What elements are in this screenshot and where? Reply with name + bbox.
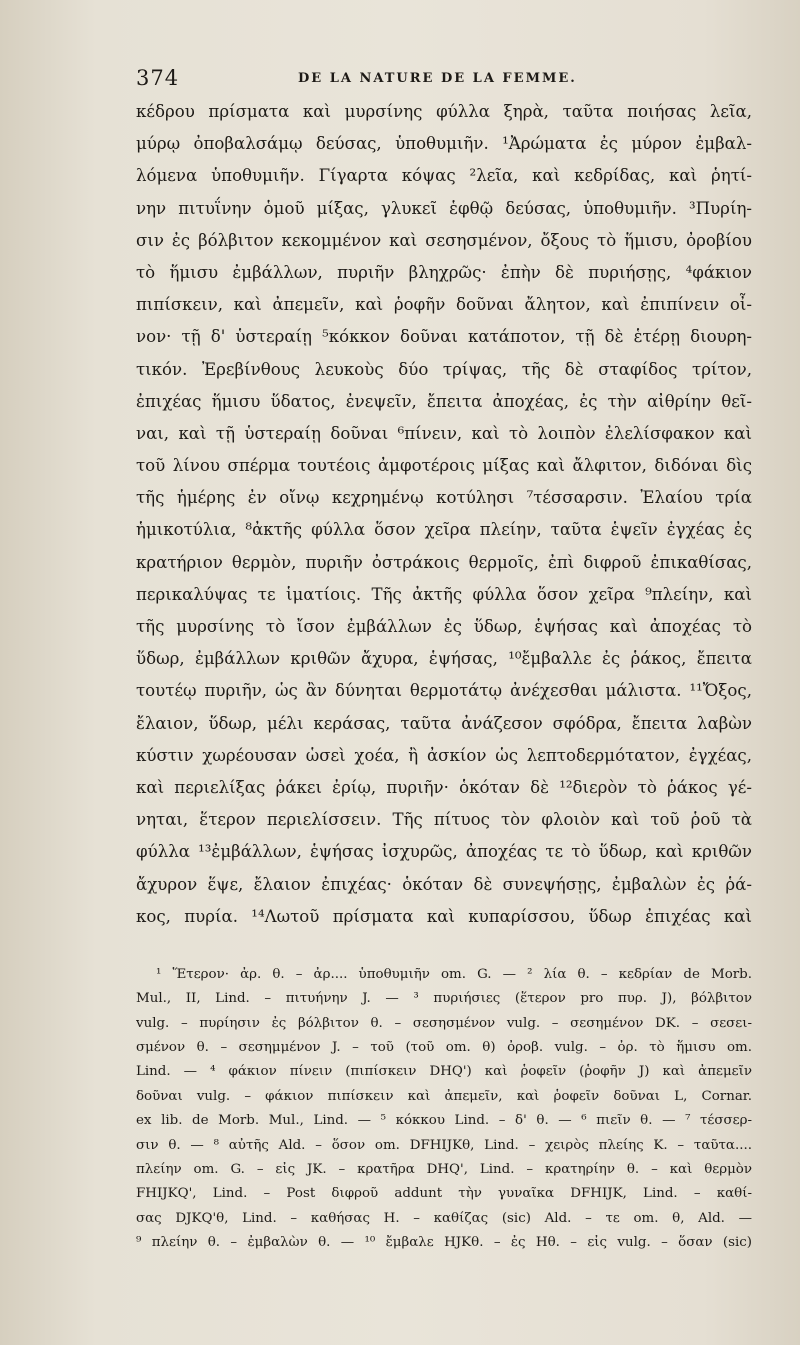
footnote-line: σμένον θ. – σεσημμένον J. – τοῦ (τοῦ om. θ) ὀροβ. vulg. – ὀρ. τὸ ἥμισυ om. <box>136 1040 752 1056</box>
text-line: σιν ἐς βόλβιτον κεκομμένον καὶ σεσησμένον, ὄξους τὸ ἥμισυ, ὀροβίου <box>136 230 752 250</box>
footnote-line: δοῦναι vulg. – φάκιον πιπίσκειν καὶ ἀπεμεῖν, καὶ ῥοφεῖν δοῦναι L, Cornar. <box>136 1088 752 1104</box>
section-divider <box>136 933 752 957</box>
text-line: τουτέῳ πυριῆν, ὡς ἂν δύνηται θερμοτάτῳ ἀνέχεσθαι μάλιστα. ¹¹Ὄξος, <box>136 681 752 701</box>
footnote-line: πλείην om. G. – εἰς JK. – κρατῆρα DHQ', Lind. – κρατηρίην θ. – καὶ θερμὸν <box>136 1162 752 1177</box>
text-line: ἔλαιον, ὕδωρ, μέλι κεράσας, ταῦτα ἀνάζεσον σφόδρα, ἔπειτα λαβὼν <box>136 713 752 733</box>
footnotes <box>136 957 752 1256</box>
page-number: 374 <box>136 66 180 90</box>
text-line: κύστιν χωρέουσαν ὡσεὶ χοέα, ἢ ἀσκίον ὡς λεπτοδερμότατον, ἐγχέας, <box>136 745 752 765</box>
text-line: νην πιτυΐνην ὁμοῦ μίξας, γλυκεῖ ἑφθῷ δεύσας, ὑποθυμιῆν. ³Πυρίη- <box>136 198 752 218</box>
main-text <box>136 96 752 933</box>
text-line: τῆς ἡμέρης ἐν οἴνῳ κεχρημένῳ κοτύλησι ⁷τέσσαρσιν. Ἐλαίου τρία <box>136 488 752 508</box>
text-line: ἡμικοτύλια, ⁸ἀκτῆς φύλλα ὅσον χεῖρα πλείην, ταῦτα ἑψεῖν ἐγχέας ἐς <box>136 520 752 540</box>
text-line: ἐπιχέας ἥμισυ ὕδατος, ἐνεψεῖν, ἔπειτα ἀποχέας, ἐς τὴν αἰθρίην θεῖ- <box>136 391 752 411</box>
text-line: κέδρου πρίσματα καὶ μυρσίνης φύλλα ξηρὰ, ταῦτα ποιήσας λεῖα, <box>136 102 752 121</box>
text-line: ναι, καὶ τῇ ὑστεραίῃ δοῦναι ⁶πίνειν, καὶ τὸ λοιπὸν ἐλελίσφακον καὶ <box>136 423 752 443</box>
text-line: λόμενα ὑποθυμιῆν. Γίγαρτα κόψας ²λεῖα, καὶ κεδρίδας, καὶ ῥητί- <box>136 166 752 186</box>
footnote-line: vulg. – πυρίησιν ἐς βόλβιτον θ. – σεσησμένον vulg. – σεσημένον DK. – σεσει- <box>136 1015 752 1031</box>
text-line: μύρῳ ὀποβαλσάμῳ δεύσας, ὑποθυμιῆν. ¹Ἀρώματα ἐς μύρον ἐμβαλ- <box>136 134 752 154</box>
running-head <box>136 62 752 96</box>
footnote-line: Mul., II, Lind. – πιτυήνην J. — ³ πυριήσιες (ἕτερον pro πυρ. J), βόλβιτον <box>136 991 752 1007</box>
footnote-line: ⁹ πλείην θ. – ἐμβαλὼν θ. — ¹⁰ ἔμβαλε HJKθ. – ἐς Hθ. – εἰς vulg. – ὅσαν (sic) <box>136 1235 752 1251</box>
text-line: νον· τῇ δ' ὑστεραίῃ ⁵κόκκον δοῦναι κατάποτον, τῇ δὲ ἑτέρῃ διουρη- <box>136 327 752 347</box>
text-line: τοῦ λίνου σπέρμα τουτέοις ἀμφοτέροις μίξας καὶ ἄλφιτον, διδόναι δὶς <box>136 456 752 476</box>
text-line: νηται, ἕτερον περιελίσσειν. Τῆς πίτυος τὸν φλοιὸν καὶ τοῦ ῥοῦ τὰ <box>136 810 752 830</box>
text-line: τῆς μυρσίνης τὸ ἴσον ἐμβάλλων ἐς ὕδωρ, ἑψήσας καὶ ἀποχέας τὸ <box>136 617 752 636</box>
text-line: ἄχυρον ἕψε, ἔλαιον ἐπιχέας· ὁκόταν δὲ συνεψήσῃς, ἐμβαλὼν ἐς ῥά- <box>136 874 752 894</box>
text-line: κος, πυρία. ¹⁴Λωτοῦ πρίσματα καὶ κυπαρίσσου, ὕδωρ ἐπιχέας καὶ <box>136 906 752 926</box>
footnote-line: σιν θ. — ⁸ αὐτῆς Ald. – ὅσον om. DFHIJKθ, Lind. – χειρὸς πλείης K. – ταῦτα.... <box>136 1137 752 1153</box>
text-line: φύλλα ¹³ἐμβάλλων, ἑψήσας ἰσχυρῶς, ἀποχέας τε τὸ ὕδωρ, καὶ κριθῶν <box>136 842 752 862</box>
footnote-line: FHIJKQ', Lind. – Post διφροῦ addunt τὴν γυναῖκα DFHIJK, Lind. – καθί- <box>136 1186 752 1202</box>
footnote-line: σας DJKQ'θ, Lind. – καθήσας H. – καθίζας (sic) Ald. – τε om. θ, Ald. — <box>136 1210 752 1226</box>
footnote-line: ¹ Ἕτερον· ἀρ. θ. – ἀρ.... ὑποθυμιῆν om. G. — ² λία θ. – κεδρίαν de Morb. <box>156 966 752 982</box>
text-line: ὕδωρ, ἐμβάλλων κριθῶν ἄχυρα, ἑψήσας, ¹⁰ἔμβαλλε ἐς ῥάκος, ἔπειτα <box>136 649 752 669</box>
text-line: περικαλύψας τε ἱματίοις. Τῆς ἀκτῆς φύλλα ὅσον χεῖρα ⁹πλείην, καὶ <box>136 584 752 604</box>
text-line: καὶ περιελίξας ῥάκει ἐρίῳ, πυριῆν· ὁκόταν δὲ ¹²διερὸν τὸ ῥάκος γέ- <box>136 777 752 797</box>
footnote-line: ex lib. de Morb. Mul., Lind. — ⁵ κόκκου Lind. – δ' θ. — ⁶ πιεῖν θ. — ⁷ τέσσερ- <box>136 1113 752 1129</box>
running-title: DE LA NATURE DE LA FEMME. <box>298 71 577 86</box>
text-line: τικόν. Ἐρεβίνθους λευκοὺς δύο τρίψας, τῆς δὲ σταφίδος τρίτον, <box>136 359 752 379</box>
text-line: κρατήριον θερμὸν, πυριῆν ὀστράκοις θερμοῖς, ἐπὶ διφροῦ ἐπικαθίσας, <box>136 552 752 572</box>
text-line: τὸ ἥμισυ ἐμβάλλων, πυριῆν βληχρῶς· ἐπὴν δὲ πυριήσῃς, ⁴φάκιον <box>136 262 752 282</box>
footnote-line: Lind. — ⁴ φάκιον πίνειν (πιπίσκειν DHQ') καὶ ῥοφεῖν (ῥοφῆν J) καὶ ἀπεμεῖν <box>136 1064 752 1080</box>
text-line: πιπίσκειν, καὶ ἀπεμεῖν, καὶ ῥοφῆν δοῦναι ἄλητον, καὶ ἐπιπίνειν οἶ- <box>136 295 752 315</box>
